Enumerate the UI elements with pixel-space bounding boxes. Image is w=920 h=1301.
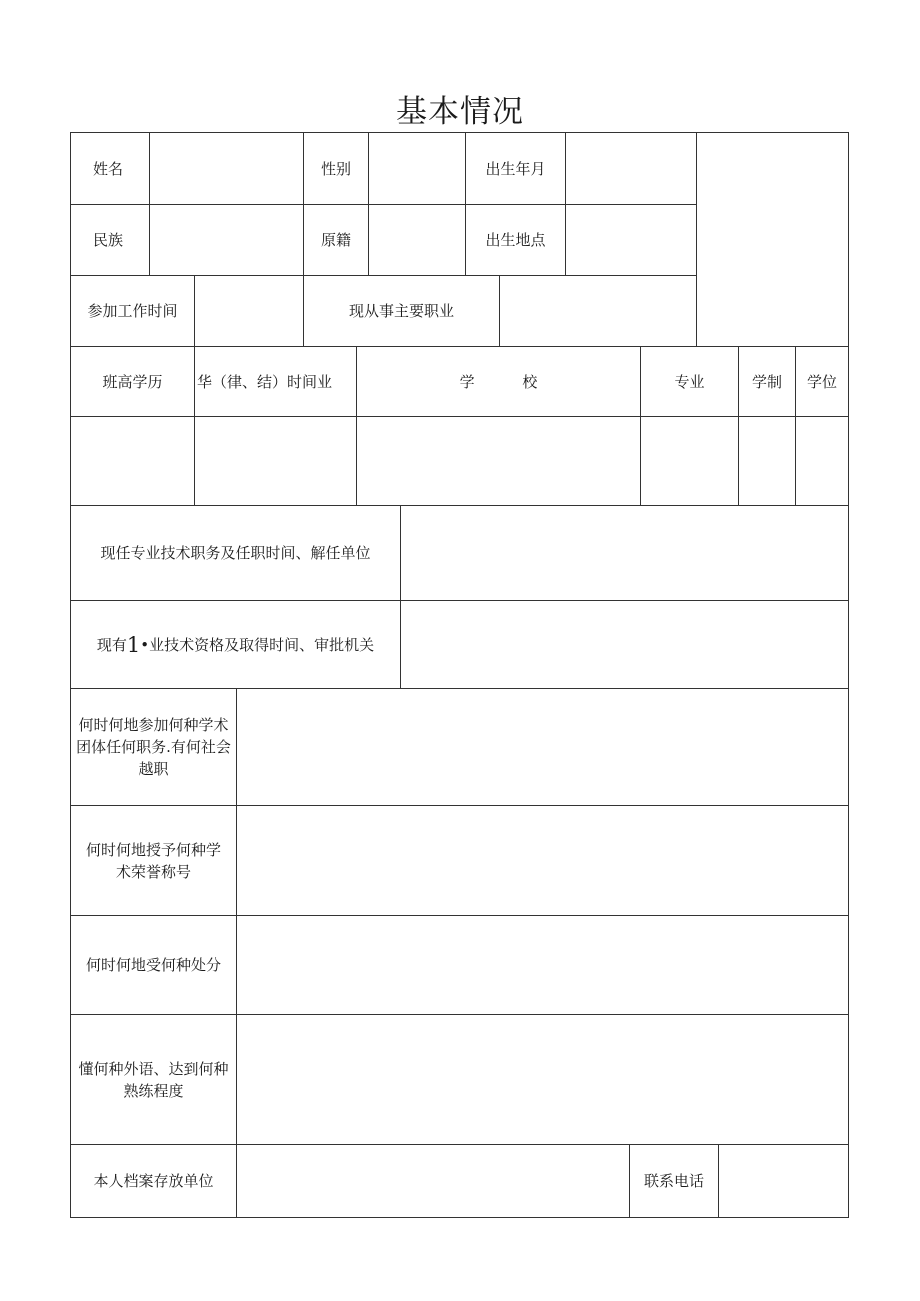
languages-field[interactable] xyxy=(237,1015,848,1145)
native-place-field[interactable] xyxy=(369,205,466,276)
birth-date-field[interactable] xyxy=(566,133,697,205)
qualification-field[interactable] xyxy=(401,601,848,689)
honors-field[interactable] xyxy=(237,806,848,916)
graduation-time-header: 华（律、结）时间业 xyxy=(195,347,357,417)
photo-box[interactable] xyxy=(697,133,848,347)
name-field[interactable] xyxy=(150,133,304,205)
qualification-label-prefix: 现有 xyxy=(96,635,127,654)
major-field[interactable] xyxy=(641,417,739,506)
phone-field[interactable] xyxy=(719,1145,848,1217)
major-header: 专业 xyxy=(641,347,739,417)
name-label: 姓名 xyxy=(71,133,150,205)
birthplace-label: 出生地点 xyxy=(466,205,566,276)
degree-header: 学位 xyxy=(796,347,848,417)
education-level-field[interactable] xyxy=(71,417,195,506)
duration-field[interactable] xyxy=(739,417,796,506)
phone-label: 联系电话 xyxy=(630,1145,719,1217)
gender-label: 性别 xyxy=(304,133,369,205)
duration-header: 学制 xyxy=(739,347,796,417)
gender-field[interactable] xyxy=(369,133,466,205)
school-header: 学 校 xyxy=(357,347,641,417)
basic-info-form xyxy=(70,132,849,1218)
graduation-time-field[interactable] xyxy=(195,417,357,506)
sanctions-field[interactable] xyxy=(237,916,848,1015)
native-place-label: 原籍 xyxy=(304,205,369,276)
sanctions-label: 何时何地受何种处分 xyxy=(71,916,237,1015)
qualification-label xyxy=(71,601,401,689)
page-title: 基本情况 xyxy=(396,94,524,130)
degree-field[interactable] xyxy=(796,417,848,506)
languages-label: 懂何种外语、达到何种熟练程度 xyxy=(71,1015,237,1145)
current-position-field[interactable] xyxy=(401,506,848,601)
archive-unit-label: 本人档案存放单位 xyxy=(71,1145,237,1217)
current-position-label: 现任专业技术职务及任职时间、解任单位 xyxy=(71,506,401,601)
school-field[interactable] xyxy=(357,417,641,506)
academic-positions-field[interactable] xyxy=(237,689,848,806)
ethnicity-label: 民族 xyxy=(71,205,150,276)
birthplace-field[interactable] xyxy=(566,205,697,276)
honors-label: 何时何地授予何种学术荣誉称号 xyxy=(71,806,237,916)
birth-date-label: 出生年月 xyxy=(466,133,566,205)
academic-positions-label: 何时何地参加何种学术团体任何职务.有何社会越职 xyxy=(71,689,237,806)
work-start-label: 参加工作时间 xyxy=(71,276,195,347)
education-level-header: 班高学历 xyxy=(71,347,195,417)
archive-unit-field[interactable] xyxy=(237,1145,630,1217)
qualification-label-suffix: •业技术资格及取得时间、审批机关 xyxy=(140,635,375,654)
qualification-label-glyph: 1 xyxy=(126,632,141,657)
current-occupation-label: 现从事主要职业 xyxy=(304,276,500,347)
ethnicity-field[interactable] xyxy=(150,205,304,276)
current-occupation-field[interactable] xyxy=(500,276,697,347)
work-start-field[interactable] xyxy=(195,276,304,347)
